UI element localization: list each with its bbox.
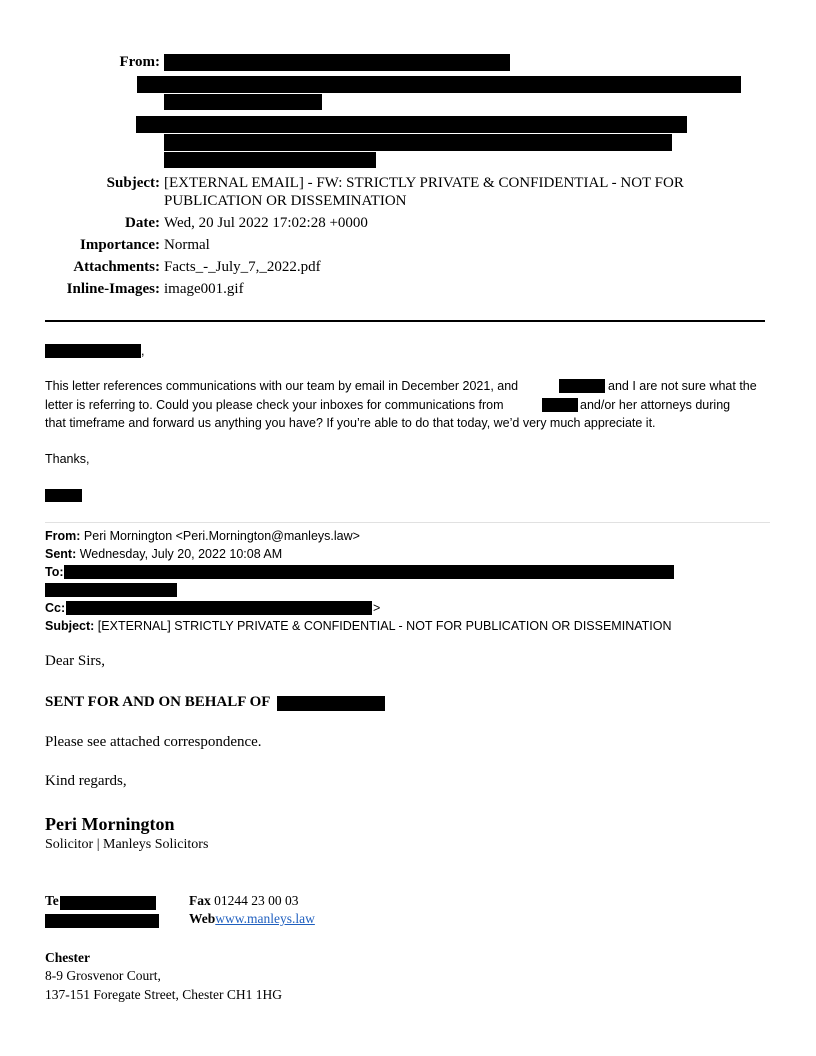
fwd-from-row — [45, 527, 360, 545]
body-text-1d: and/or her attorneys during — [580, 398, 731, 412]
redaction-to-line1 — [137, 76, 741, 93]
header-divider — [45, 320, 765, 322]
redaction-behalf — [277, 696, 385, 711]
redaction-salutation — [45, 344, 141, 358]
redaction-fwd-to-2 — [45, 583, 177, 597]
fwd-subject-label: Subject: — [45, 619, 95, 633]
signature-name: Peri Mornington — [45, 814, 175, 834]
redaction-tel — [60, 896, 156, 910]
redaction-from — [164, 54, 510, 71]
redaction-cc-line2 — [164, 134, 672, 151]
redaction-to-line2 — [164, 94, 322, 110]
importance-label: Importance: — [80, 237, 160, 253]
address-line1: 8-9 Grosvenor Court, — [45, 968, 161, 983]
fax-label: Fax — [189, 893, 211, 908]
fwd-subject-row — [45, 617, 672, 635]
office-name: Chester — [45, 950, 90, 965]
fwd-sent-label: Sent: — [45, 547, 77, 561]
web-row — [189, 911, 315, 927]
sent-for-text: SENT FOR AND ON BEHALF OF — [45, 694, 271, 710]
web-label: Web — [189, 911, 216, 926]
signature-title: Solicitor | Manleys Solicitors — [45, 837, 209, 852]
fax-value: 01244 23 00 03 — [214, 893, 299, 908]
tel-label: Te — [45, 893, 59, 908]
fwd-sent-row — [45, 545, 282, 563]
fwd-from-value: Peri Mornington <Peri.Mornington@manleys.law> — [83, 529, 360, 543]
attachments-value: Facts_-_July_7,_2022.pdf — [164, 259, 321, 275]
fwd-cc-label: Cc: — [45, 601, 66, 615]
body-attached: Please see attached correspondence. — [45, 734, 262, 750]
redaction-fwd-to-1 — [64, 565, 674, 579]
redaction-signoff — [45, 489, 82, 502]
fwd-to-label: To: — [45, 565, 64, 579]
body-text-1c: letter is referring to. Could you please check your inboxes for communications from — [45, 398, 504, 412]
inline-images-value: image001.gif — [164, 281, 244, 297]
importance-value: Normal — [164, 237, 210, 253]
body-text-1b: and I are not sure what the — [608, 379, 757, 393]
attachments-label: Attachments: — [73, 259, 160, 275]
fwd-from-label: From: — [45, 529, 81, 543]
redaction-cc-line3 — [164, 152, 376, 168]
thanks-text: Thanks, — [45, 452, 90, 466]
redaction-fwd-cc — [66, 601, 372, 615]
redaction-cc-line1 — [136, 116, 687, 133]
fax-row — [189, 893, 299, 909]
body-line1 — [45, 377, 518, 395]
salutation-comma: , — [141, 344, 145, 358]
date-value: Wed, 20 Jul 2022 17:02:28 +0000 — [164, 215, 368, 231]
web-link[interactable]: www.manleys.law — [215, 911, 315, 926]
fwd-subject-value: [EXTERNAL] STRICTLY PRIVATE & CONFIDENTIAL - NOT FOR PUBLICATION OR DISSEMINATION — [97, 619, 672, 633]
fwd-sent-value: Wednesday, July 20, 2022 10:08 AM — [79, 547, 283, 561]
redaction-name-2 — [542, 398, 578, 412]
body-text-1a: This letter references communications with our team by email in December 2021, and — [45, 379, 519, 393]
address-line2: 137-151 Foregate Street, Chester CH1 1HG — [45, 987, 282, 1002]
subject-label: Subject: — [106, 175, 160, 191]
fwd-cc-suffix: > — [373, 601, 381, 615]
redaction-name-1 — [559, 379, 605, 393]
greeting: Dear Sirs, — [45, 653, 105, 669]
forward-divider — [45, 522, 770, 523]
body-text-1e: that timeframe and forward us anything you have? If you’re able to do that today, we’d very much appreciate it. — [45, 416, 656, 430]
inline-images-label: Inline-Images: — [66, 281, 160, 297]
redaction-email — [45, 914, 159, 928]
from-label: From: — [119, 54, 160, 70]
date-label: Date: — [125, 215, 160, 231]
subject-value-line2: PUBLICATION OR DISSEMINATION — [164, 193, 407, 209]
subject-value-line1: [EXTERNAL EMAIL] - FW: STRICTLY PRIVATE & CONFIDENTIAL - NOT FOR — [164, 175, 684, 191]
closing: Kind regards, — [45, 773, 127, 789]
